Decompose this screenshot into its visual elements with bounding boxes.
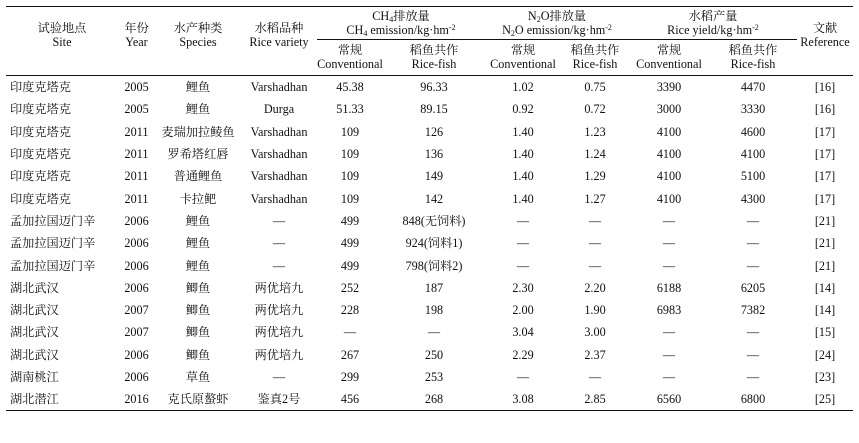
cell-species: 克氏原螯虾	[167, 392, 229, 407]
cell-ch4-conventional: 109	[340, 147, 360, 162]
header-yield-conventional: 常规 Conventional	[636, 43, 702, 71]
cell-species: 鲤鱼	[185, 102, 211, 117]
cell-yield-ricefish: 6205	[740, 280, 766, 295]
table-row	[6, 98, 853, 120]
header-ch4-ricefish: 稻鱼共作 Rice-fish	[409, 43, 459, 71]
cell-reference: [17]	[814, 124, 836, 139]
header-year: 年份 Year	[124, 21, 149, 49]
cell-yield-ricefish: —	[746, 213, 760, 228]
cell-yield-ricefish: 4100	[740, 147, 766, 162]
cell-year: 2006	[124, 258, 149, 273]
cell-yield-conventional: —	[662, 370, 676, 384]
table-row	[6, 143, 853, 165]
cell-yield-conventional: 6560	[656, 392, 682, 407]
cell-year: 2011	[124, 147, 149, 162]
cell-yield-ricefish: 3330	[740, 102, 766, 117]
header-site: 试验地点 Site	[37, 21, 87, 49]
cell-ch4-ricefish: 253	[424, 370, 444, 384]
cell-ch4-ricefish: 89.15	[420, 102, 448, 117]
cell-n2o-ricefish: 1.27	[584, 191, 606, 206]
cell-n2o-ricefish: 1.23	[584, 124, 606, 139]
cell-site: 印度克塔克	[10, 124, 71, 139]
cell-year: 2011	[124, 124, 149, 139]
cell-site: 印度克塔克	[10, 80, 71, 95]
cell-species: 草鱼	[185, 370, 211, 384]
table-row	[6, 187, 853, 209]
cell-species: 鲤鱼	[185, 213, 211, 228]
cell-yield-conventional: 6983	[656, 303, 682, 318]
cell-n2o-ricefish: 1.24	[584, 147, 606, 162]
cell-n2o-conventional: 2.29	[512, 347, 534, 362]
cell-site: 湖北武汉	[10, 280, 59, 295]
cell-ch4-ricefish: —	[427, 325, 441, 340]
cell-site: 湖南桃江	[10, 370, 59, 384]
cell-variety: 两优培九	[254, 280, 304, 295]
table-header	[6, 7, 853, 77]
cell-yield-ricefish: 4470	[740, 80, 766, 95]
cell-species: 鲤鱼	[185, 258, 211, 273]
cell-ch4-ricefish: 250	[424, 347, 444, 362]
cell-ch4-conventional: 499	[340, 236, 360, 251]
cell-ch4-conventional: 252	[340, 280, 360, 295]
cell-ch4-ricefish: 924(饲料1)	[405, 236, 463, 251]
cell-ch4-conventional: 228	[340, 303, 360, 318]
cell-yield-conventional: 4100	[656, 191, 682, 206]
cell-ch4-conventional: 299	[340, 370, 360, 384]
cell-n2o-conventional: 1.02	[512, 80, 534, 95]
cell-year: 2006	[124, 213, 149, 228]
cell-yield-conventional: —	[662, 258, 676, 273]
cell-site: 孟加拉国迈门辛	[10, 213, 96, 228]
cell-n2o-ricefish: 2.37	[584, 347, 606, 362]
header-n2o-ricefish: 稻鱼共作 Rice-fish	[570, 43, 620, 71]
table-row	[6, 321, 853, 343]
cell-reference: [16]	[814, 102, 836, 117]
cell-variety: —	[272, 370, 286, 384]
cell-n2o-conventional: 0.92	[512, 102, 534, 117]
cell-year: 2005	[124, 80, 149, 95]
cell-yield-conventional: 4100	[656, 124, 682, 139]
table-row	[6, 232, 853, 254]
table-row	[6, 210, 853, 232]
cell-reference: [17]	[814, 191, 836, 206]
cell-variety: —	[272, 213, 286, 228]
cell-ch4-ricefish: 798(饲料2)	[405, 258, 463, 273]
cell-n2o-ricefish: 0.72	[584, 102, 606, 117]
cell-ch4-conventional: 267	[340, 347, 360, 362]
cell-variety: Varshadhan	[250, 124, 308, 139]
table-body	[6, 76, 853, 411]
cell-n2o-ricefish: 0.75	[584, 80, 606, 95]
cell-n2o-ricefish: 2.20	[584, 280, 606, 295]
table-row	[6, 254, 853, 276]
cell-yield-conventional: —	[662, 325, 676, 340]
cell-year: 2005	[124, 102, 149, 117]
cell-n2o-conventional: —	[516, 213, 530, 228]
cell-n2o-ricefish: 3.00	[584, 325, 606, 340]
cell-species: 卡拉鲃	[179, 191, 217, 206]
cell-yield-conventional: —	[662, 236, 676, 251]
cell-yield-conventional: 4100	[656, 169, 682, 184]
cell-site: 印度克塔克	[10, 191, 71, 206]
cell-variety: Varshadhan	[250, 147, 308, 162]
cell-n2o-conventional: 1.40	[512, 191, 534, 206]
table-row	[6, 277, 853, 299]
cell-reference: [25]	[814, 392, 836, 407]
cell-ch4-ricefish: 198	[424, 303, 444, 318]
cell-n2o-ricefish: 1.29	[584, 169, 606, 184]
cell-ch4-ricefish: 136	[424, 147, 444, 162]
cell-ch4-conventional: 499	[340, 258, 360, 273]
cell-n2o-conventional: 2.30	[512, 280, 534, 295]
cell-variety: 两优培九	[254, 303, 304, 318]
cell-n2o-conventional: —	[516, 370, 530, 384]
cell-n2o-ricefish: 2.85	[584, 392, 606, 407]
cell-ch4-ricefish: 149	[424, 169, 444, 184]
cell-variety: Durga	[263, 102, 295, 117]
cell-reference: [23]	[814, 370, 836, 384]
header-n2o-conventional: 常规 Conventional	[490, 43, 556, 71]
cell-year: 2011	[124, 191, 149, 206]
cell-n2o-conventional: 3.08	[512, 392, 534, 407]
cell-site: 湖北武汉	[10, 303, 59, 318]
cell-year: 2011	[124, 169, 149, 184]
cell-yield-conventional: —	[662, 213, 676, 228]
cell-yield-ricefish: —	[746, 347, 760, 362]
cell-variety: Varshadhan	[250, 80, 308, 95]
emissions-table	[6, 6, 853, 411]
header-ch4-group: $CH_4$排放量 $CH_4$ emission/$kg\cdot hm^{-2}$	[317, 7, 485, 40]
cell-n2o-ricefish: —	[588, 236, 602, 251]
cell-species: 鲤鱼	[185, 236, 211, 251]
cell-ch4-ricefish: 126	[424, 124, 444, 139]
cell-variety: Varshadhan	[250, 191, 308, 206]
cell-site: 印度克塔克	[10, 169, 71, 184]
cell-site: 湖北武汉	[10, 347, 59, 362]
header-variety: 水稻品种 Rice variety	[249, 21, 309, 49]
table-row	[6, 344, 853, 366]
table-row	[6, 366, 853, 388]
table-row	[6, 165, 853, 187]
cell-n2o-conventional: 3.04	[512, 325, 534, 340]
cell-n2o-conventional: 2.00	[512, 303, 534, 318]
cell-reference: [17]	[814, 169, 836, 184]
cell-yield-ricefish: 4600	[740, 124, 766, 139]
header-n2o-group: $N_2O$排放量 $N_2O$ emission/$kg\cdot hm^{-2}$	[485, 7, 629, 40]
cell-reference: [14]	[814, 280, 836, 295]
cell-species: 鲫鱼	[185, 325, 211, 340]
header-reference: 文献 Reference	[800, 21, 850, 49]
cell-ch4-conventional: —	[343, 325, 357, 340]
cell-variety: —	[272, 236, 286, 251]
cell-yield-ricefish: —	[746, 370, 760, 384]
table-row	[6, 76, 853, 98]
cell-yield-ricefish: —	[746, 236, 760, 251]
cell-n2o-ricefish: —	[588, 258, 602, 273]
cell-n2o-ricefish: —	[588, 370, 602, 384]
cell-site: 孟加拉国迈门辛	[10, 236, 96, 251]
cell-reference: [21]	[814, 258, 836, 273]
cell-variety: 两优培九	[254, 325, 304, 340]
cell-n2o-conventional: —	[516, 258, 530, 273]
cell-reference: [16]	[814, 80, 836, 95]
header-ch4-conventional: 常规 Conventional	[317, 43, 383, 71]
cell-reference: [17]	[814, 147, 836, 162]
cell-yield-ricefish: 5100	[740, 169, 766, 184]
cell-n2o-ricefish: 1.90	[584, 303, 606, 318]
cell-ch4-conventional: 456	[340, 392, 360, 407]
cell-ch4-ricefish: 848(无饲料)	[402, 213, 466, 228]
cell-ch4-conventional: 45.38	[336, 80, 364, 95]
cell-ch4-ricefish: 142	[424, 191, 444, 206]
cell-n2o-ricefish: —	[588, 213, 602, 228]
cell-site: 孟加拉国迈门辛	[10, 258, 96, 273]
cell-yield-conventional: —	[662, 347, 676, 362]
cell-year: 2007	[124, 325, 149, 340]
cell-yield-conventional: 6188	[656, 280, 682, 295]
header-species: 水产种类 Species	[173, 21, 223, 49]
cell-ch4-conventional: 109	[340, 124, 360, 139]
cell-yield-conventional: 3000	[656, 102, 682, 117]
cell-ch4-ricefish: 187	[424, 280, 444, 295]
cell-site: 湖北武汉	[10, 325, 59, 340]
cell-yield-ricefish: 4300	[740, 191, 766, 206]
cell-ch4-ricefish: 96.33	[420, 80, 448, 95]
cell-ch4-conventional: 499	[340, 213, 360, 228]
table-row	[6, 299, 853, 321]
cell-site: 印度克塔克	[10, 102, 71, 117]
cell-yield-conventional: 3390	[656, 80, 682, 95]
cell-species: 鲫鱼	[185, 347, 211, 362]
cell-variety: —	[272, 258, 286, 273]
cell-ch4-ricefish: 268	[424, 392, 444, 407]
cell-yield-ricefish: 7382	[740, 303, 766, 318]
cell-reference: [15]	[814, 325, 836, 340]
cell-year: 2006	[124, 370, 149, 384]
cell-reference: [21]	[814, 236, 836, 251]
cell-year: 2007	[124, 303, 149, 318]
cell-ch4-conventional: 51.33	[336, 102, 364, 117]
cell-species: 鲫鱼	[185, 280, 211, 295]
cell-ch4-conventional: 109	[340, 191, 360, 206]
table-row	[6, 121, 853, 143]
cell-year: 2006	[124, 236, 149, 251]
cell-yield-ricefish: 6800	[740, 392, 766, 407]
cell-n2o-conventional: 1.40	[512, 169, 534, 184]
cell-site: 湖北潜江	[10, 392, 59, 407]
cell-year: 2006	[124, 280, 149, 295]
cell-species: 普通鲤鱼	[173, 169, 223, 184]
cell-n2o-conventional: 1.40	[512, 124, 534, 139]
cell-yield-ricefish: —	[746, 325, 760, 340]
cell-species: 鲫鱼	[185, 303, 211, 318]
cell-n2o-conventional: —	[516, 236, 530, 251]
cell-reference: [14]	[814, 303, 836, 318]
cell-species: 鲤鱼	[185, 80, 211, 95]
cell-n2o-conventional: 1.40	[512, 147, 534, 162]
cell-ch4-conventional: 109	[340, 169, 360, 184]
cell-species: 麦瑞加拉鲮鱼	[161, 124, 235, 139]
table-row	[6, 388, 853, 411]
header-yield-group: 水稻产量 Rice yield/$kg\cdot hm^{-2}$	[629, 7, 797, 40]
cell-year: 2006	[124, 347, 149, 362]
cell-yield-conventional: 4100	[656, 147, 682, 162]
cell-variety: 两优培九	[254, 347, 304, 362]
cell-site: 印度克塔克	[10, 147, 71, 162]
cell-reference: [21]	[814, 213, 836, 228]
cell-variety: Varshadhan	[250, 169, 308, 184]
cell-species: 罗希塔红唇	[167, 147, 229, 162]
cell-yield-ricefish: —	[746, 258, 760, 273]
cell-year: 2016	[124, 392, 149, 407]
cell-reference: [24]	[814, 347, 836, 362]
cell-variety: 鉴真2号	[257, 392, 301, 407]
header-yield-ricefish: 稻鱼共作 Rice-fish	[728, 43, 778, 71]
